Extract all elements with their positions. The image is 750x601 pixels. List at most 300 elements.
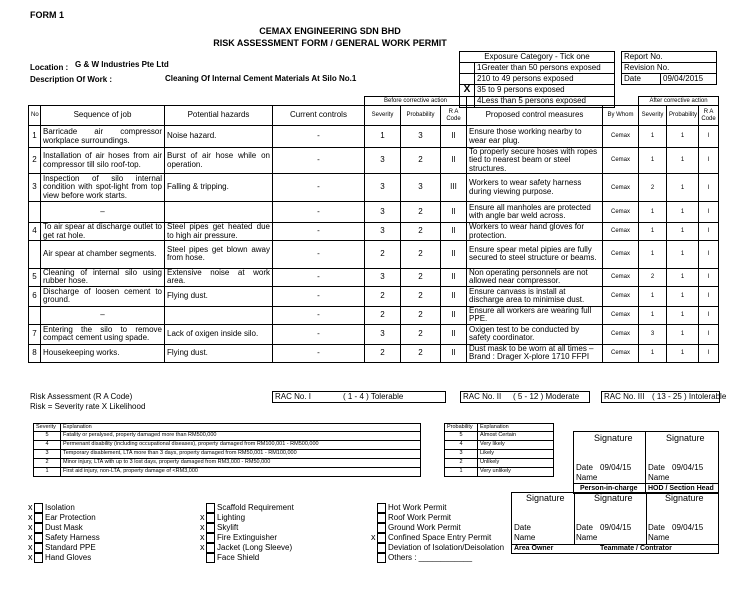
probability-level: 4	[445, 441, 478, 450]
explanation-col-header: Explanation	[478, 424, 554, 432]
cell-ra: II	[441, 324, 467, 344]
checklist-label: Isolation	[45, 503, 75, 512]
checklist-label: Skylift	[217, 523, 239, 532]
cell-prob2: 1	[667, 268, 699, 286]
checkbox[interactable]	[34, 513, 43, 523]
cell-prob: 2	[401, 306, 441, 324]
severity-explanation: Fatality or peralysed, property damaged more than RM500,000	[61, 432, 421, 441]
exposure-mark[interactable]	[460, 63, 475, 74]
severity-row	[34, 432, 421, 441]
date-label: Date	[622, 74, 661, 85]
severity-after-header: Severity	[639, 106, 667, 126]
probability-row	[445, 450, 554, 459]
cell-sev2: 1	[639, 223, 667, 241]
rac-label: RAC No. III	[604, 392, 645, 401]
cell-current: -	[273, 306, 365, 324]
checkbox[interactable]	[377, 513, 386, 523]
checkbox[interactable]	[206, 533, 215, 543]
cell-sev: 2	[365, 240, 401, 268]
rac-range: ( 1 - 4 ) Tolerable	[343, 392, 404, 401]
cell-current: -	[273, 148, 365, 174]
cell-ra2: I	[699, 286, 719, 306]
cell-ra2: I	[699, 148, 719, 174]
cell-prob2: 1	[667, 324, 699, 344]
ra-code-after-header: R A Code	[699, 106, 719, 126]
exposure-option: 5 to 9 persons exposed	[481, 85, 565, 95]
form-title: RISK ASSESSMENT FORM / GENERAL WORK PERMIT	[213, 38, 447, 48]
signature-label: Signature	[666, 433, 705, 443]
company-name: CEMAX ENGINEERING SDN BHD	[259, 26, 401, 36]
severity-explanation: Temporary disablement, LTA more than 3 days, property damaged from RM50,001 - RM100,000	[61, 450, 421, 459]
severity-level: 3	[34, 450, 61, 459]
severity-level: 2	[34, 459, 61, 468]
cell-sev: 3	[365, 223, 401, 241]
cell-hazard: Steel pipes get heated due to high air pressure.	[165, 223, 273, 241]
check-mark: x	[28, 522, 33, 532]
rac-range: ( 5 - 12 ) Moderate	[513, 392, 580, 401]
by-whom-header: By Whom	[603, 106, 639, 126]
risk-table	[28, 96, 719, 363]
probability-row	[445, 441, 554, 450]
check-mark: x	[28, 512, 33, 522]
cell-no	[29, 306, 41, 324]
date-value: 09/04/15	[672, 463, 704, 472]
cell-no: 4	[29, 223, 41, 241]
exposure-num: 3	[477, 85, 482, 95]
rac-box-3	[601, 391, 727, 403]
location-value: G & W Industries Pte Ltd	[75, 60, 169, 69]
probability-table	[444, 423, 554, 477]
cell-sev2: 1	[639, 344, 667, 362]
table-row	[29, 306, 719, 324]
severity-explanation: Permenant disability (including occupational diseases), property damaged from RM100,001 - RM500,000	[61, 441, 421, 450]
table-row	[29, 148, 719, 174]
checklist-label: Dust Mask	[45, 523, 83, 532]
checkbox[interactable]	[34, 533, 43, 543]
cell-sev: 2	[365, 306, 401, 324]
cell-ra: II	[441, 202, 467, 223]
check-mark: x	[200, 512, 205, 522]
cell-ra2: I	[699, 306, 719, 324]
probability-level: 5	[445, 432, 478, 441]
name-label: Name	[514, 533, 536, 542]
hazards-header: Potential hazards	[165, 106, 273, 126]
cell-sequence: –	[41, 306, 165, 324]
probability-level: 1	[445, 468, 478, 477]
checkbox[interactable]	[377, 523, 386, 533]
revision-label: Revision No.	[622, 63, 717, 74]
cell-sequence: Inspection of silo internal condition with spot-light from top view before work starts.	[41, 174, 165, 202]
exposure-option: 10 to 49 persons exposed	[481, 73, 574, 83]
checklist-label: Roof Work Permit	[388, 513, 451, 522]
cell-ra2: I	[699, 240, 719, 268]
cell-ra2: I	[699, 344, 719, 362]
cell-proposed: Oxigen test to be conducted by safety coordinator.	[467, 324, 603, 344]
table-row	[29, 286, 719, 306]
cell-current: -	[273, 344, 365, 362]
rac-box-1	[272, 391, 446, 403]
probability-header: Probability	[401, 106, 441, 126]
cell-by: Cemax	[603, 286, 639, 306]
checklist-label: Face Shield	[217, 553, 260, 562]
cell-sev: 3	[365, 324, 401, 344]
probability-explanation: Unlikely	[478, 459, 554, 468]
checklist-label: Ground Work Permit	[388, 523, 461, 532]
cell-sequence: Discharge of loosen cement to ground.	[41, 286, 165, 306]
cell-ra: II	[441, 126, 467, 148]
cell-ra: II	[441, 286, 467, 306]
cell-prob2: 1	[667, 306, 699, 324]
checklist-label: Others : ____________	[388, 553, 473, 562]
date-label: Date	[514, 523, 531, 532]
cell-by: Cemax	[603, 306, 639, 324]
name-label: Name	[648, 473, 670, 482]
cell-no: 8	[29, 344, 41, 362]
checklist-label: Ear Protection	[45, 513, 96, 522]
cell-ra2: I	[699, 202, 719, 223]
signature-label: Signature	[526, 493, 565, 503]
cell-current: -	[273, 268, 365, 286]
probability-after-header: Probability	[667, 106, 699, 126]
table-row	[29, 223, 719, 241]
cell-prob2: 1	[667, 240, 699, 268]
cell-prob2: 1	[667, 223, 699, 241]
table-row	[29, 202, 719, 223]
severity-row	[34, 459, 421, 468]
cell-by: Cemax	[603, 223, 639, 241]
probability-level: 3	[445, 450, 478, 459]
cell-sequence: –	[41, 202, 165, 223]
hod-label: HOD / Section Head	[648, 485, 714, 492]
probability-col-header: Probability	[445, 424, 478, 432]
table-row	[29, 268, 719, 286]
cell-by: Cemax	[603, 344, 639, 362]
check-mark: x	[28, 542, 33, 552]
cell-sev: 2	[365, 286, 401, 306]
severity-table	[33, 423, 421, 477]
exposure-mark[interactable]	[460, 74, 475, 85]
date-value: 09/04/15	[600, 463, 632, 472]
rac-box-2	[460, 391, 590, 403]
date-label: Date	[576, 463, 593, 472]
severity-row	[34, 450, 421, 459]
name-label: Name	[648, 533, 670, 542]
cell-by: Cemax	[603, 202, 639, 223]
report-no-label: Report No.	[622, 52, 717, 63]
work-value: Cleaning Of Internal Cement Materials At Silo No.1	[165, 74, 357, 83]
cell-by: Cemax	[603, 148, 639, 174]
exposure-option: Less than 5 persons exposed	[481, 96, 586, 106]
checklist-label: Standard PPE	[45, 543, 96, 552]
cell-hazard: Lack of oxigen inside silo.	[165, 324, 273, 344]
cell-current: -	[273, 174, 365, 202]
date-value: 09/04/15	[672, 523, 704, 532]
date-label: Date	[576, 523, 593, 532]
cell-prob: 2	[401, 324, 441, 344]
probability-row	[445, 468, 554, 477]
cell-prob2: 1	[667, 344, 699, 362]
checklist-label: Jacket (Long Sleeve)	[217, 543, 293, 552]
cell-proposed: Dust mask to be worn at all times – Brand : Drager X-plore 1710 FFPI	[467, 344, 603, 362]
cell-hazard: Noise hazard.	[165, 126, 273, 148]
cell-hazard	[165, 306, 273, 324]
cell-by: Cemax	[603, 240, 639, 268]
cell-no: 6	[29, 286, 41, 306]
cell-proposed: Ensure all workers are wearing full PPE.	[467, 306, 603, 324]
checkbox[interactable]	[206, 543, 215, 553]
cell-sev: 3	[365, 148, 401, 174]
cell-ra: III	[441, 174, 467, 202]
cell-no	[29, 240, 41, 268]
cell-ra: II	[441, 240, 467, 268]
after-header: After corrective action	[639, 97, 719, 106]
cell-prob: 2	[401, 240, 441, 268]
exposure-num: 4	[477, 96, 482, 106]
probability-row	[445, 432, 554, 441]
signature-label: Signature	[594, 493, 633, 503]
severity-row	[34, 468, 421, 477]
cell-by: Cemax	[603, 268, 639, 286]
check-mark: x	[28, 532, 33, 542]
cell-sev2: 1	[639, 202, 667, 223]
check-mark: x	[371, 532, 376, 542]
cell-sev: 2	[365, 344, 401, 362]
severity-level: 5	[34, 432, 61, 441]
controls-header: Current controls	[273, 106, 365, 126]
rac-label: RAC No. I	[275, 392, 312, 401]
cell-prob: 2	[401, 268, 441, 286]
checkbox[interactable]	[34, 523, 43, 533]
check-mark: x	[200, 522, 205, 532]
severity-explanation: First aid injury, non-LTA, property damage of <RM3,000	[61, 468, 421, 477]
cell-sev2: 1	[639, 286, 667, 306]
cell-by: Cemax	[603, 126, 639, 148]
exposure-num: 2	[477, 73, 482, 83]
checklist-label: Hand Gloves	[45, 553, 92, 562]
cell-ra2: I	[699, 324, 719, 344]
exposure-option: Greater than 50 persons exposed	[481, 62, 601, 72]
cell-sequence: Cleaning of internal silo using rubber hose.	[41, 268, 165, 286]
cell-prob2: 1	[667, 202, 699, 223]
cell-ra: II	[441, 306, 467, 324]
work-label: Description Of Work :	[30, 75, 113, 84]
checklist-label: Lighting	[217, 513, 246, 522]
checkbox[interactable]	[377, 533, 386, 543]
date-value: 09/04/2015	[661, 74, 717, 85]
cell-sev2: 2	[639, 174, 667, 202]
cell-sev: 3	[365, 202, 401, 223]
cell-current: -	[273, 286, 365, 306]
check-mark: x	[28, 552, 33, 562]
cell-by: Cemax	[603, 174, 639, 202]
probability-explanation: Very likely	[478, 441, 554, 450]
cell-proposed: To properly secure hoses with ropes tied to nearest beam or steel structures.	[467, 148, 603, 174]
signature-block-lower	[511, 492, 719, 554]
table-row	[29, 126, 719, 148]
cell-sequence: To air spear at discharge outlet to get rat hole.	[41, 223, 165, 241]
cell-sev2: 2	[639, 268, 667, 286]
cell-current: -	[273, 126, 365, 148]
risk-note-1: Risk Assessment (R A Code)	[30, 392, 133, 401]
cell-no: 1	[29, 126, 41, 148]
checkbox[interactable]	[206, 513, 215, 523]
checkbox[interactable]	[34, 553, 43, 563]
cell-prob: 3	[401, 174, 441, 202]
cell-current: -	[273, 324, 365, 344]
table-row	[29, 324, 719, 344]
cell-sequence: Barricade air compressor workplace surroundings.	[41, 126, 165, 148]
cell-no: 5	[29, 268, 41, 286]
cell-no	[29, 202, 41, 223]
signature-label: Signature	[665, 493, 704, 503]
cell-current: -	[273, 223, 365, 241]
cell-sev: 3	[365, 174, 401, 202]
check-mark: x	[28, 502, 33, 512]
probability-explanation: Almost Certain	[478, 432, 554, 441]
cell-proposed: Non operating personnels are not allowed near compressor.	[467, 268, 603, 286]
location-label: Location :	[30, 63, 69, 72]
cell-prob: 3	[401, 126, 441, 148]
name-label: Name	[576, 473, 598, 482]
cell-ra2: I	[699, 126, 719, 148]
checkbox[interactable]	[206, 503, 215, 513]
signature-label: Signature	[594, 433, 633, 443]
cell-sev2: 3	[639, 324, 667, 344]
cell-sev2: 1	[639, 306, 667, 324]
report-info-table	[621, 51, 717, 85]
cell-sequence: Installation of air hoses from air compressor till silo roof-top.	[41, 148, 165, 174]
checkbox[interactable]	[34, 543, 43, 553]
cell-prob2: 1	[667, 286, 699, 306]
cell-prob2: 1	[667, 148, 699, 174]
cell-proposed: Ensure those working nearby to wear ear plug.	[467, 126, 603, 148]
cell-prob2: 1	[667, 174, 699, 202]
probability-explanation: Likely	[478, 450, 554, 459]
severity-level: 4	[34, 441, 61, 450]
cell-prob: 2	[401, 202, 441, 223]
probability-explanation: Very unlikely	[478, 468, 554, 477]
cell-sev2: 1	[639, 148, 667, 174]
cell-hazard: Falling & tripping.	[165, 174, 273, 202]
cell-sev: 3	[365, 268, 401, 286]
cell-ra: II	[441, 148, 467, 174]
cell-sequence: Entering the silo to remove compact cement using spade.	[41, 324, 165, 344]
severity-explanation: Minor injury, LTA with up to 3 lost days, property damaged from RM3,000 - RM50,000	[61, 459, 421, 468]
severity-row	[34, 441, 421, 450]
probability-row	[445, 459, 554, 468]
date-label: Date	[648, 463, 665, 472]
signature-block-upper	[573, 431, 719, 494]
checklist-label: Confined Space Entry Permit	[388, 533, 492, 542]
cell-sequence: Air spear at chamber segments.	[41, 240, 165, 268]
checkbox[interactable]	[206, 523, 215, 533]
person-in-charge-label: Person-in-charge	[580, 485, 638, 492]
cell-hazard: Steel pipes get blown away from hose.	[165, 240, 273, 268]
severity-header: Severity	[365, 106, 401, 126]
form-number: FORM 1	[30, 10, 65, 20]
cell-prob: 2	[401, 148, 441, 174]
checkbox[interactable]	[206, 553, 215, 563]
cell-current: -	[273, 240, 365, 268]
probability-level: 2	[445, 459, 478, 468]
explanation-col-header: Explanation	[61, 424, 421, 432]
check-mark: x	[200, 542, 205, 552]
cell-prob: 2	[401, 286, 441, 306]
cell-no: 7	[29, 324, 41, 344]
area-owner-label: Area Owner	[514, 545, 554, 552]
cell-prob: 2	[401, 223, 441, 241]
cell-ra2: I	[699, 174, 719, 202]
exposure-mark[interactable]: X	[460, 85, 475, 97]
cell-prob2: 1	[667, 126, 699, 148]
cell-hazard: Extensive noise at work area.	[165, 268, 273, 286]
risk-note-2: Risk = Severity rate X Likelihood	[30, 402, 146, 411]
cell-sev: 1	[365, 126, 401, 148]
checklist-label: Deviation of Isolation/Deisolation	[388, 543, 505, 552]
checklist-label: Hot Work Permit	[388, 503, 447, 512]
cell-sequence: Housekeeping works.	[41, 344, 165, 362]
table-row	[29, 344, 719, 362]
cell-ra: II	[441, 223, 467, 241]
cell-ra: II	[441, 268, 467, 286]
cell-ra2: I	[699, 268, 719, 286]
cell-ra2: I	[699, 223, 719, 241]
cell-no: 3	[29, 174, 41, 202]
checkbox[interactable]	[377, 543, 386, 553]
cell-sev2: 1	[639, 126, 667, 148]
cell-hazard: Flying dust.	[165, 344, 273, 362]
cell-hazard	[165, 202, 273, 223]
teammate-label: Teammate / Contrator	[600, 545, 672, 552]
cell-proposed: Ensure spear metal pipies are fully secured to steel structure or beams.	[467, 240, 603, 268]
cell-proposed: Workers to wear hand gloves for protection.	[467, 223, 603, 241]
checkbox[interactable]	[377, 553, 386, 563]
cell-sev2: 1	[639, 240, 667, 268]
checkbox[interactable]	[377, 503, 386, 513]
sequence-header: Sequence of job	[41, 106, 165, 126]
date-label: Date	[648, 523, 665, 532]
cell-ra: II	[441, 344, 467, 362]
no-header: No	[29, 106, 41, 126]
table-row	[29, 240, 719, 268]
checkbox[interactable]	[34, 503, 43, 513]
table-row	[29, 174, 719, 202]
cell-hazard: Flying dust.	[165, 286, 273, 306]
checklist-label: Fire Extinguisher	[217, 533, 278, 542]
cell-current: -	[273, 202, 365, 223]
rac-label: RAC No. II	[463, 392, 502, 401]
checklist-label: Safety Harness	[45, 533, 100, 542]
proposed-header: Proposed control measures	[467, 106, 603, 126]
cell-hazard: Burst of air hose while on operation.	[165, 148, 273, 174]
rac-range: ( 13 - 25 ) Intolerable	[652, 392, 727, 401]
name-label: Name	[576, 533, 598, 542]
check-mark: x	[200, 532, 205, 542]
exposure-title: Exposure Category - Tick one	[460, 52, 615, 63]
before-header: Before corrective action	[365, 97, 467, 106]
cell-prob: 2	[401, 344, 441, 362]
cell-by: Cemax	[603, 324, 639, 344]
severity-col-header: Severity	[34, 424, 61, 432]
cell-proposed: Workers to wear safety harness during viewing purpose.	[467, 174, 603, 202]
date-value: 09/04/15	[600, 523, 632, 532]
exposure-num: 1	[477, 62, 482, 72]
cell-proposed: Ensure all manholes are protected with angle bar weld across.	[467, 202, 603, 223]
cell-proposed: Ensure canvass is install at discharge area to minimise dust.	[467, 286, 603, 306]
ra-code-header: R A Code	[441, 106, 467, 126]
cell-no: 2	[29, 148, 41, 174]
checklist-label: Scaffold Requirement	[217, 503, 294, 512]
